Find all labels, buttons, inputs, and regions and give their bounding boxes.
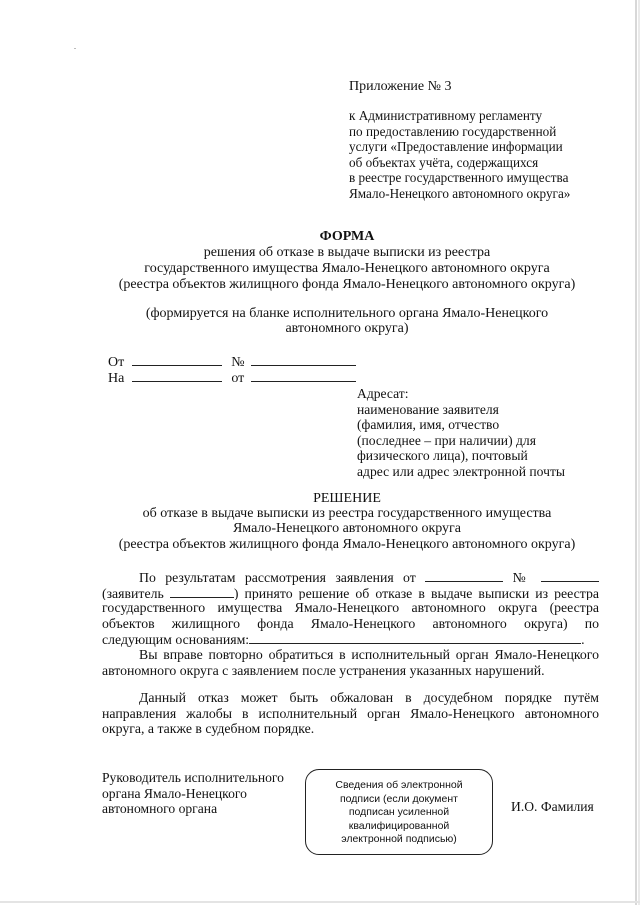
addressee-line: (фамилия, имя, отчество: [357, 417, 500, 433]
to-label: На: [108, 371, 125, 386]
signature-box-line: подписан усиленной: [348, 806, 450, 819]
addressee-block: [357, 386, 565, 480]
number-label: №: [231, 355, 245, 370]
signer-line: Руководитель исполнительного: [102, 770, 284, 785]
to-number-blank: [132, 369, 222, 382]
signer-position: [102, 770, 284, 817]
applicant-blank: [170, 585, 234, 598]
page-edge-right: [635, 0, 637, 905]
appendix-line: об объектах учёта, содержащихся: [349, 154, 539, 170]
signature-box-line: электронной подписью): [341, 833, 457, 846]
form-note-line: автономного округа): [285, 321, 409, 336]
appendix-title: Приложение № 3: [349, 79, 452, 94]
form-title: ФОРМА: [319, 229, 375, 244]
paragraph-line: (заявитель ) принято решение об отказе в выдаче выписки из реестра: [102, 585, 599, 601]
reference-to-row: [108, 369, 356, 387]
appendix-line: услуги «Предоставление информации: [349, 139, 563, 154]
addressee-line: адрес или адрес электронной почты: [357, 463, 566, 479]
signature-box-line: квалифицированной: [348, 819, 450, 832]
paragraph-line: По результатам рассмотрения заявления от №: [102, 569, 599, 585]
scan-speck: [74, 48, 76, 49]
from-date-blank: [132, 353, 222, 366]
addressee-line: Адресат:: [357, 386, 409, 401]
form-subtitle-line: государственного имущества Ямало-Ненецкого автономного округа: [144, 261, 550, 276]
page-edge-bottom: [0, 901, 640, 903]
signature-box-line: подписи (если документ: [340, 792, 458, 805]
paragraph-line: следующим основаниям: .: [102, 632, 585, 648]
signer-name: И.О. Фамилия: [511, 799, 594, 814]
electronic-signature-box: [305, 769, 493, 855]
paragraph-reapply: Вы вправе повторно обратиться в исполнительный орган Ямало-Ненецкого автономного округа с заявлением после устранения указанных нарушений.: [102, 647, 599, 678]
to-date-blank: [251, 369, 356, 382]
decision-subtitle-line: об отказе в выдаче выписки из реестра государственного имущества: [142, 506, 552, 521]
addressee-line: (последнее – при наличии) для: [357, 432, 536, 448]
number-blank: [251, 353, 356, 366]
decision-subtitle-line: Ямало-Ненецкого автономного округа: [232, 521, 462, 536]
addressee-line: наименование заявителя: [357, 401, 499, 417]
paragraph-grounds: [102, 569, 599, 647]
addressee-line: физического лица), почтовый: [357, 448, 528, 464]
application-number-blank: [541, 569, 599, 582]
appendix-reference: [349, 108, 570, 201]
paragraph-line: объектов жилищного фонда Ямало-Ненецкого автономного округа) по: [102, 615, 599, 631]
paragraph-appeal: Данный отказ может быть обжалован в досудебном порядке путём направления жалобы в исполнительный орган Ямало-Ненецкого автономного округа, а также в судебном порядке.: [102, 690, 599, 737]
application-date-blank: [425, 569, 503, 582]
form-note-line: (формируется на бланке исполнительного органа Ямало-Ненецкого: [145, 306, 549, 321]
signer-line: органа Ямало-Ненецкого: [102, 785, 247, 801]
form-subtitle-line: решения об отказе в выдаче выписки из реестра: [203, 245, 491, 260]
grounds-blank: [249, 631, 581, 644]
signer-line: автономного органа: [102, 801, 218, 817]
paragraph-line: государственного имущества Ямало-Ненецкого автономного округа (реестра: [102, 600, 599, 616]
decision-title: РЕШЕНИЕ: [313, 491, 381, 506]
form-subtitle-line: (реестра объектов жилищного фонда Ямало-Ненецкого автономного округа): [118, 277, 576, 292]
decision-subtitle-line: (реестра объектов жилищного фонда Ямало-Ненецкого автономного округа): [118, 537, 576, 552]
signature-box-line: Сведения об электронной: [335, 779, 463, 791]
from-label: От: [108, 355, 125, 370]
date-label: от: [231, 371, 245, 386]
appendix-line: по предоставлению государственной: [349, 123, 557, 139]
appendix-line: к Административному регламенту: [349, 108, 543, 123]
appendix-line: в реестре государственного имущества: [349, 170, 569, 185]
appendix-line: Ямало-Ненецкого автономного округа»: [349, 185, 571, 201]
